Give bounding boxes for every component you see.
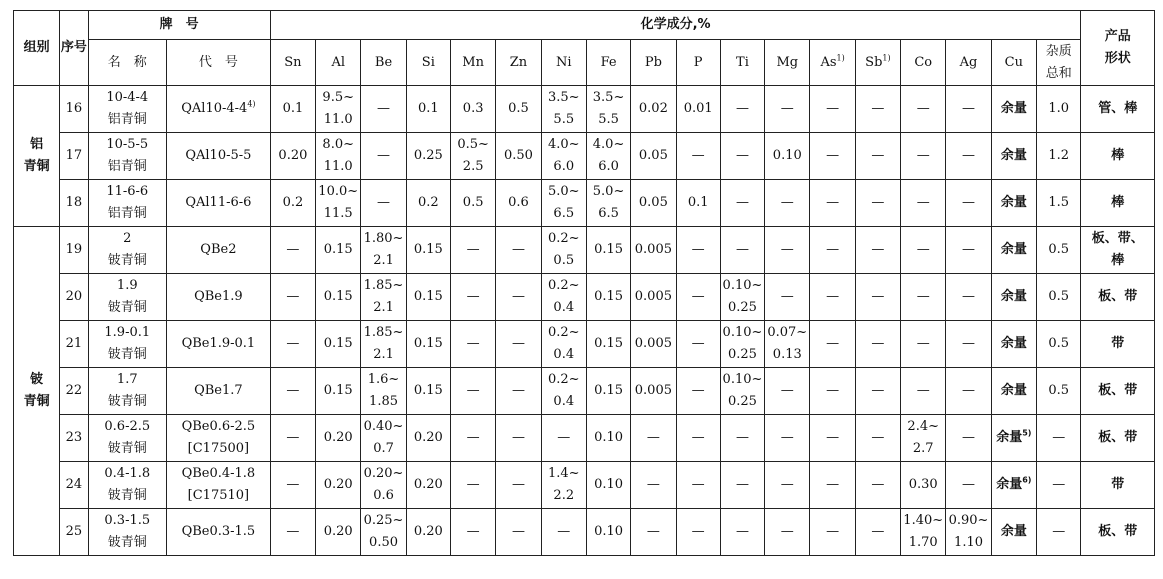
name-header: 名 称 — [88, 40, 167, 86]
element-header-zn: Zn — [496, 40, 541, 86]
name-cell: 10-5-5 铝青铜 — [88, 133, 167, 180]
seq-cell: 24 — [60, 462, 88, 509]
cu-cell: 余量 — [991, 509, 1036, 556]
value-cell: 0.5 — [450, 180, 495, 227]
footnote-marker: 4) — [247, 99, 256, 109]
value-cell: 0.25 — [406, 133, 450, 180]
grade-header: 牌 号 — [88, 11, 270, 40]
value-cell: 0.05 — [631, 133, 676, 180]
footnote-marker: 5) — [1022, 428, 1032, 438]
value-cell: 1.6~ 1.85 — [361, 368, 406, 415]
value-cell: 10.0~ 11.5 — [316, 180, 361, 227]
code-cell: QBe0.3-1.5 — [167, 509, 271, 556]
value-cell: 0.15 — [406, 368, 450, 415]
element-header-as: As$^{1)}$ — [810, 40, 855, 86]
value-cell: 0.20 — [406, 462, 450, 509]
value-cell: 4.0~ 6.0 — [586, 133, 630, 180]
table-row — [14, 180, 1155, 227]
value-cell: 0.15 — [406, 227, 450, 274]
value-cell: — — [901, 133, 946, 180]
value-cell: — — [765, 509, 810, 556]
name-cell: 1.9 铍青铜 — [88, 274, 167, 321]
value-cell: — — [450, 368, 495, 415]
value-cell: — — [855, 180, 900, 227]
value-cell: — — [765, 274, 810, 321]
value-cell: 0.15 — [586, 274, 630, 321]
value-cell: — — [676, 133, 720, 180]
table-row — [14, 368, 1155, 415]
impurity-cell: 1.5 — [1037, 180, 1081, 227]
value-cell: — — [450, 462, 495, 509]
product-cell: 带 — [1081, 462, 1155, 509]
name-cell: 1.7 铍青铜 — [88, 368, 167, 415]
value-cell: — — [855, 86, 900, 133]
cu-cell: 余量 — [991, 368, 1036, 415]
cu-cell: 余量$^{6)}$ — [991, 462, 1036, 509]
seq-cell: 21 — [60, 321, 88, 368]
value-cell: 0.2 — [270, 180, 315, 227]
seq-header: 序号 — [60, 11, 88, 86]
composition-table — [13, 10, 1155, 556]
product-cell: 棒 — [1081, 180, 1155, 227]
impurity-cell: 0.5 — [1037, 368, 1081, 415]
value-cell: — — [270, 274, 315, 321]
table-row — [14, 133, 1155, 180]
value-cell: — — [810, 180, 855, 227]
value-cell: 0.15 — [586, 227, 630, 274]
value-cell: 0.5~ 2.5 — [450, 133, 495, 180]
value-cell: 9.5~ 11.0 — [316, 86, 361, 133]
table-row — [14, 86, 1155, 133]
value-cell: — — [361, 180, 406, 227]
value-cell: — — [720, 86, 764, 133]
value-cell: — — [855, 274, 900, 321]
name-cell: 11-6-6 铝青铜 — [88, 180, 167, 227]
value-cell: 0.01 — [676, 86, 720, 133]
value-cell: — — [631, 509, 676, 556]
name-cell: 0.4-1.8 铍青铜 — [88, 462, 167, 509]
value-cell: — — [855, 509, 900, 556]
name-cell: 2 铍青铜 — [88, 227, 167, 274]
value-cell: — — [541, 509, 586, 556]
value-cell: 0.5 — [496, 86, 541, 133]
group-cell: 铝 青铜 — [14, 86, 60, 227]
value-cell: — — [855, 133, 900, 180]
value-cell: — — [631, 462, 676, 509]
value-cell: — — [765, 368, 810, 415]
table-body — [14, 86, 1155, 556]
value-cell: 0.15 — [406, 274, 450, 321]
impurity-cell: 1.0 — [1037, 86, 1081, 133]
value-cell: — — [946, 86, 991, 133]
value-cell: — — [855, 462, 900, 509]
value-cell: 0.005 — [631, 368, 676, 415]
value-cell: 0.90~ 1.10 — [946, 509, 991, 556]
value-cell: — — [270, 227, 315, 274]
value-cell: 0.25~ 0.50 — [361, 509, 406, 556]
value-cell: 0.15 — [586, 368, 630, 415]
value-cell: — — [270, 415, 315, 462]
value-cell: — — [946, 274, 991, 321]
seq-cell: 16 — [60, 86, 88, 133]
value-cell: 0.6 — [496, 180, 541, 227]
code-cell: QBe1.9 — [167, 274, 271, 321]
code-cell: QAl10-4-4$^{4)}$ — [167, 86, 271, 133]
footnote-marker: 1) — [836, 53, 845, 63]
value-cell: — — [765, 86, 810, 133]
value-cell: 0.10~ 0.25 — [720, 274, 764, 321]
code-cell: QBe2 — [167, 227, 271, 274]
value-cell: 8.0~ 11.0 — [316, 133, 361, 180]
value-cell: 0.15 — [316, 321, 361, 368]
value-cell: — — [810, 86, 855, 133]
code-header: 代 号 — [167, 40, 271, 86]
cu-cell: 余量 — [991, 133, 1036, 180]
element-header-ni: Ni — [541, 40, 586, 86]
value-cell: 1.40~ 1.70 — [901, 509, 946, 556]
value-cell: — — [855, 368, 900, 415]
element-header-co: Co — [901, 40, 946, 86]
value-cell: 0.07~ 0.13 — [765, 321, 810, 368]
element-header-si: Si — [406, 40, 450, 86]
code-cell: QAl10-5-5 — [167, 133, 271, 180]
table-row — [14, 462, 1155, 509]
table-row — [14, 274, 1155, 321]
value-cell: 0.30 — [901, 462, 946, 509]
element-header-ag: Ag — [946, 40, 991, 86]
value-cell: — — [765, 227, 810, 274]
value-cell: 0.15 — [586, 321, 630, 368]
value-cell: — — [450, 415, 495, 462]
cu-cell: 余量 — [991, 227, 1036, 274]
value-cell: — — [496, 368, 541, 415]
seq-cell: 25 — [60, 509, 88, 556]
value-cell: 0.20~ 0.6 — [361, 462, 406, 509]
value-cell: 0.1 — [270, 86, 315, 133]
value-cell: — — [361, 86, 406, 133]
group-header: 组别 — [14, 11, 60, 86]
value-cell: 1.85~ 2.1 — [361, 321, 406, 368]
value-cell: — — [901, 274, 946, 321]
value-cell: — — [450, 227, 495, 274]
value-cell: — — [361, 133, 406, 180]
value-cell: — — [901, 180, 946, 227]
value-cell: — — [765, 415, 810, 462]
impurity-cell: 0.5 — [1037, 274, 1081, 321]
value-cell: — — [270, 462, 315, 509]
table-row — [14, 509, 1155, 556]
value-cell: — — [901, 368, 946, 415]
code-cell: QBe0.4-1.8 [C17510] — [167, 462, 271, 509]
value-cell: — — [720, 227, 764, 274]
value-cell: — — [496, 462, 541, 509]
value-cell: 0.005 — [631, 321, 676, 368]
value-cell: — — [496, 509, 541, 556]
value-cell: 0.20 — [406, 415, 450, 462]
value-cell: 0.2 — [406, 180, 450, 227]
value-cell: 0.05 — [631, 180, 676, 227]
value-cell: — — [946, 227, 991, 274]
element-header-sb: Sb$^{1)}$ — [855, 40, 900, 86]
value-cell: 0.2~ 0.4 — [541, 368, 586, 415]
value-cell: 5.0~ 6.5 — [586, 180, 630, 227]
value-cell: — — [496, 321, 541, 368]
value-cell: 0.10 — [586, 415, 630, 462]
impurity-cell: — — [1037, 509, 1081, 556]
value-cell: 0.40~ 0.7 — [361, 415, 406, 462]
value-cell: — — [901, 86, 946, 133]
code-cell: QBe1.9-0.1 — [167, 321, 271, 368]
product-cell: 棒 — [1081, 133, 1155, 180]
value-cell: 3.5~ 5.5 — [586, 86, 630, 133]
impurity-cell: 0.5 — [1037, 321, 1081, 368]
value-cell: 1.4~ 2.2 — [541, 462, 586, 509]
cu-cell: 余量$^{5)}$ — [991, 415, 1036, 462]
element-header-ti: Ti — [720, 40, 764, 86]
value-cell: 1.80~ 2.1 — [361, 227, 406, 274]
cu-cell: 余量 — [991, 321, 1036, 368]
value-cell: — — [810, 227, 855, 274]
product-cell: 板、带 — [1081, 509, 1155, 556]
value-cell: — — [676, 321, 720, 368]
footnote-marker: 6) — [1022, 475, 1032, 485]
value-cell: — — [901, 227, 946, 274]
value-cell: — — [676, 462, 720, 509]
code-cell: QBe0.6-2.5 [C17500] — [167, 415, 271, 462]
value-cell: 0.10~ 0.25 — [720, 321, 764, 368]
value-cell: — — [496, 415, 541, 462]
value-cell: — — [496, 227, 541, 274]
value-cell: 0.20 — [316, 509, 361, 556]
value-cell: — — [946, 180, 991, 227]
element-header-sn: Sn — [270, 40, 315, 86]
name-cell: 0.6-2.5 铍青铜 — [88, 415, 167, 462]
seq-cell: 19 — [60, 227, 88, 274]
value-cell: — — [946, 415, 991, 462]
value-cell: — — [270, 321, 315, 368]
value-cell: — — [450, 509, 495, 556]
product-cell: 板、带、 棒 — [1081, 227, 1155, 274]
element-header-al: Al — [316, 40, 361, 86]
value-cell: — — [810, 274, 855, 321]
value-cell: — — [855, 227, 900, 274]
value-cell: 4.0~ 6.0 — [541, 133, 586, 180]
value-cell: — — [720, 415, 764, 462]
value-cell: — — [676, 227, 720, 274]
impurity-cell: 0.5 — [1037, 227, 1081, 274]
value-cell: — — [720, 133, 764, 180]
value-cell: 0.10 — [586, 462, 630, 509]
value-cell: — — [720, 462, 764, 509]
value-cell: 0.1 — [676, 180, 720, 227]
impurity-cell: — — [1037, 415, 1081, 462]
value-cell: 0.20 — [316, 415, 361, 462]
seq-cell: 20 — [60, 274, 88, 321]
value-cell: 3.5~ 5.5 — [541, 86, 586, 133]
element-header-be: Be — [361, 40, 406, 86]
value-cell: — — [810, 321, 855, 368]
name-cell: 10-4-4 铝青铜 — [88, 86, 167, 133]
value-cell: — — [946, 321, 991, 368]
value-cell: — — [765, 180, 810, 227]
cu-cell: 余量 — [991, 180, 1036, 227]
element-header-mn: Mn — [450, 40, 495, 86]
value-cell: — — [450, 321, 495, 368]
value-cell: — — [496, 274, 541, 321]
product-cell: 管、棒 — [1081, 86, 1155, 133]
value-cell: — — [810, 133, 855, 180]
value-cell: — — [541, 415, 586, 462]
value-cell: — — [270, 509, 315, 556]
product-cell: 板、带 — [1081, 415, 1155, 462]
value-cell: — — [676, 274, 720, 321]
product-header: 产品 形状 — [1081, 11, 1155, 86]
value-cell: — — [855, 321, 900, 368]
value-cell: 0.20 — [406, 509, 450, 556]
value-cell: 0.15 — [316, 368, 361, 415]
product-cell: 板、带 — [1081, 274, 1155, 321]
value-cell: — — [810, 415, 855, 462]
name-cell: 0.3-1.5 铍青铜 — [88, 509, 167, 556]
seq-cell: 17 — [60, 133, 88, 180]
value-cell: — — [676, 415, 720, 462]
value-cell: — — [720, 180, 764, 227]
element-header-cu: Cu — [991, 40, 1036, 86]
value-cell: — — [946, 133, 991, 180]
composition-header: 化学成分,% — [270, 11, 1081, 40]
value-cell: 2.4~ 2.7 — [901, 415, 946, 462]
value-cell: 0.1 — [406, 86, 450, 133]
value-cell: 0.10 — [765, 133, 810, 180]
element-header-fe: Fe — [586, 40, 630, 86]
value-cell: — — [270, 368, 315, 415]
value-cell: — — [676, 368, 720, 415]
value-cell: 0.2~ 0.4 — [541, 321, 586, 368]
value-cell: — — [810, 462, 855, 509]
value-cell: — — [720, 509, 764, 556]
value-cell: 0.02 — [631, 86, 676, 133]
value-cell: 0.15 — [406, 321, 450, 368]
value-cell: — — [765, 462, 810, 509]
code-cell: QAl11-6-6 — [167, 180, 271, 227]
value-cell: — — [450, 274, 495, 321]
value-cell: 1.85~ 2.1 — [361, 274, 406, 321]
value-cell: — — [855, 415, 900, 462]
value-cell: 0.3 — [450, 86, 495, 133]
value-cell: 0.20 — [270, 133, 315, 180]
impurity-cell: — — [1037, 462, 1081, 509]
cu-cell: 余量 — [991, 86, 1036, 133]
value-cell: 0.10 — [586, 509, 630, 556]
product-cell: 板、带 — [1081, 368, 1155, 415]
table-row — [14, 227, 1155, 274]
value-cell: 0.20 — [316, 462, 361, 509]
value-cell: — — [946, 462, 991, 509]
element-header-mg: Mg — [765, 40, 810, 86]
product-cell: 带 — [1081, 321, 1155, 368]
value-cell: 0.50 — [496, 133, 541, 180]
name-cell: 1.9-0.1 铍青铜 — [88, 321, 167, 368]
value-cell: 0.005 — [631, 274, 676, 321]
value-cell: 0.2~ 0.5 — [541, 227, 586, 274]
cu-cell: 余量 — [991, 274, 1036, 321]
table-header — [14, 11, 1155, 86]
element-header-p: P — [676, 40, 720, 86]
code-cell: QBe1.7 — [167, 368, 271, 415]
value-cell: 0.15 — [316, 227, 361, 274]
value-cell: 0.10~ 0.25 — [720, 368, 764, 415]
table-row — [14, 321, 1155, 368]
value-cell: — — [810, 509, 855, 556]
value-cell: 0.15 — [316, 274, 361, 321]
group-cell: 铍 青铜 — [14, 227, 60, 556]
value-cell: 0.005 — [631, 227, 676, 274]
value-cell: — — [946, 368, 991, 415]
seq-cell: 23 — [60, 415, 88, 462]
value-cell: — — [676, 509, 720, 556]
element-header-pb: Pb — [631, 40, 676, 86]
impurity-header: 杂质 总和 — [1037, 40, 1081, 86]
seq-cell: 22 — [60, 368, 88, 415]
value-cell: 0.2~ 0.4 — [541, 274, 586, 321]
value-cell: — — [631, 415, 676, 462]
footnote-marker: 1) — [882, 53, 891, 63]
value-cell: — — [901, 321, 946, 368]
seq-cell: 18 — [60, 180, 88, 227]
value-cell: — — [810, 368, 855, 415]
value-cell: 5.0~ 6.5 — [541, 180, 586, 227]
table-row — [14, 415, 1155, 462]
impurity-cell: 1.2 — [1037, 133, 1081, 180]
